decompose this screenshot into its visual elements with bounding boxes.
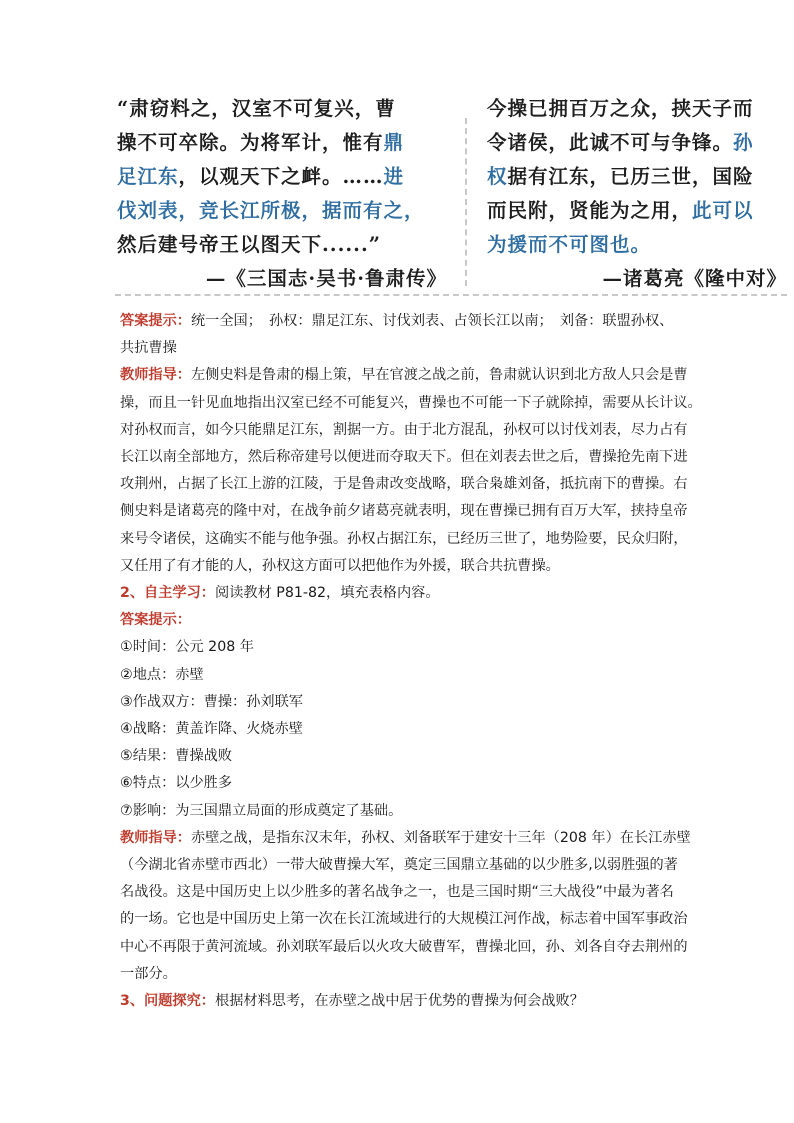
answer-text: 统一全国； 孙权：鼎足江东、讨伐刘表、占领长江以南； 刘备：联盟孙权、 <box>190 313 674 329</box>
horizontal-divider <box>115 294 787 296</box>
teacher-guide-2 <box>120 825 694 988</box>
answer-line <box>120 308 694 335</box>
answer-item: ③作战双方：曹操：孙刘联军 <box>120 693 303 710</box>
quote-highlight: 为援而不可图也。 <box>487 233 652 256</box>
quote-highlight: 鼎 <box>383 131 405 154</box>
quote-line <box>487 126 787 160</box>
answer-item: ②地点：赤壁 <box>120 666 204 683</box>
guide-text: 长江以南全部地方，然后称帝建号以便进而夺取天下。但在刘表去世之后，曹操抢先南下进 <box>120 449 688 466</box>
guide-text: 对孙权而言，如今只能鼎足江东，割据一方。由于北方混乱，孙权可以讨伐刘表，尽力占有 <box>120 421 688 438</box>
teacher-guide-1 <box>120 362 702 580</box>
guide-text: 又任用了有才能的人，孙权这方面可以把他作为外援，联合共抗曹操。 <box>120 557 560 574</box>
answer-item: ④战略：黄盖诈降、火烧赤壁 <box>120 721 303 738</box>
quote-highlight: 权 <box>487 165 508 188</box>
answer-item: ⑥特点：以少胜多 <box>120 775 233 792</box>
task-label: 2、自主学习： <box>120 585 215 602</box>
quote-text: 令诸侯，此诚不可与争锋。 <box>487 131 734 154</box>
guide-text: 中心不再限于黄河流域。孙刘联军最后以火攻大破曹军，曹操北回，孙、刘各自夺去荆州的 <box>120 938 688 955</box>
guide-text: 赤壁之战，是指东汉末年，孙权、刘备联军于建安十三年（208 年）在长江赤壁 <box>190 829 691 846</box>
guide-text: 侧史料是诸葛亮的隆中对，在战争前夕诸葛亮就表明，现在曹操已拥有百万大军，挟持皇帝 <box>120 503 688 520</box>
quote-highlight: 伐刘表，竞长江所极，据而有之， <box>117 199 425 222</box>
quote-text: ，以观天下之衅。…… <box>178 165 384 188</box>
quote-highlight: 进 <box>383 165 405 188</box>
answer-item: ①时间：公元 208 年 <box>120 639 254 656</box>
guide-text: 来号令诸侯，这确实不能与他争强。孙权占据江东，已经历三世了，地势险要，民众归附， <box>120 530 688 547</box>
task-label: 3、问题探究： <box>120 993 215 1010</box>
quote-line <box>487 194 787 228</box>
quote-text: “肃窃料之，汉室不可复兴，曹 <box>117 97 396 120</box>
quote-text: 据有江东，已历三世，国险 <box>507 165 754 188</box>
quote-line <box>117 160 447 194</box>
quote-line <box>487 92 787 126</box>
task-inquiry <box>120 988 694 1015</box>
quote-line <box>117 126 447 160</box>
answer-label-line <box>120 607 694 634</box>
guide-text: 的一场。它也是中国历史上第一次在长江流域进行的大规模江河作战，标志着中国军事政治 <box>120 911 688 928</box>
answer-list <box>120 634 694 824</box>
quote-source: —诸葛亮《隆中对》 <box>602 267 787 290</box>
guide-label: 教师指导： <box>120 367 191 384</box>
quote-line <box>487 160 787 194</box>
quote-source: —《三国志·吴书·鲁肃传》 <box>205 267 447 290</box>
quote-longzhongdui <box>487 92 787 296</box>
answer-label: 答案提示： <box>120 313 191 329</box>
guide-text: 名战役。这是中国历史上以少胜多的著名战争之一，也是三国时期“三大战役”中最为著名 <box>120 884 674 901</box>
guide-text: （今湖北省赤壁市西北）一带大破曹操大军，奠定三国鼎立基础的以少胜多,以弱胜强的著 <box>120 857 678 874</box>
quote-line <box>117 194 447 228</box>
quote-line <box>117 228 447 262</box>
guide-text: 左侧史料是鲁肃的榻上策，早在官渡之战之前，鲁肃就认识到北方敌人只会是曹 <box>190 367 688 384</box>
guide-text: 操，而且一针见血地指出汉室已经不可能复兴，曹操也不可能一下子就除掉，需要从长计议。 <box>120 394 702 411</box>
guide-text: 攻荆州，占据了长江上游的江陵，于是鲁肃改变战略，联合枭雄刘备，抵抗南下的曹操。右 <box>120 476 688 493</box>
quote-highlight: 此可以 <box>692 199 754 222</box>
task-text: 阅读教材 P81-82，填充表格内容。 <box>215 585 440 602</box>
answer-item: ⑦影响：为三国鼎立局面的形成奠定了基础。 <box>120 802 403 819</box>
quote-text: 而民附，贤能为之用， <box>487 199 693 222</box>
quote-line <box>117 92 447 126</box>
quote-text: 操不可卒除。为将军计，惟有 <box>117 131 384 154</box>
quote-highlight: 孙 <box>733 131 754 154</box>
answer-label: 答案提示： <box>120 612 191 629</box>
quote-text: 今操已拥百万之众，挟天子而 <box>487 97 754 120</box>
answer-item: ⑤结果：曹操战败 <box>120 748 233 765</box>
quote-lushu <box>117 92 447 296</box>
guide-label: 教师指导： <box>120 829 191 846</box>
quote-highlight: 足江东 <box>117 165 179 188</box>
task-text: 根据材料思考，在赤壁之战中居于优势的曹操为何会战败？ <box>215 993 584 1010</box>
quote-text: 然后建号帝王以图天下......” <box>117 233 381 256</box>
guide-text: 一部分。 <box>120 965 177 982</box>
vertical-divider <box>465 118 467 286</box>
document-body <box>120 308 702 1015</box>
quote-line <box>487 228 787 262</box>
answer-text: 共抗曹操 <box>120 340 177 357</box>
task-self-study <box>120 580 694 607</box>
